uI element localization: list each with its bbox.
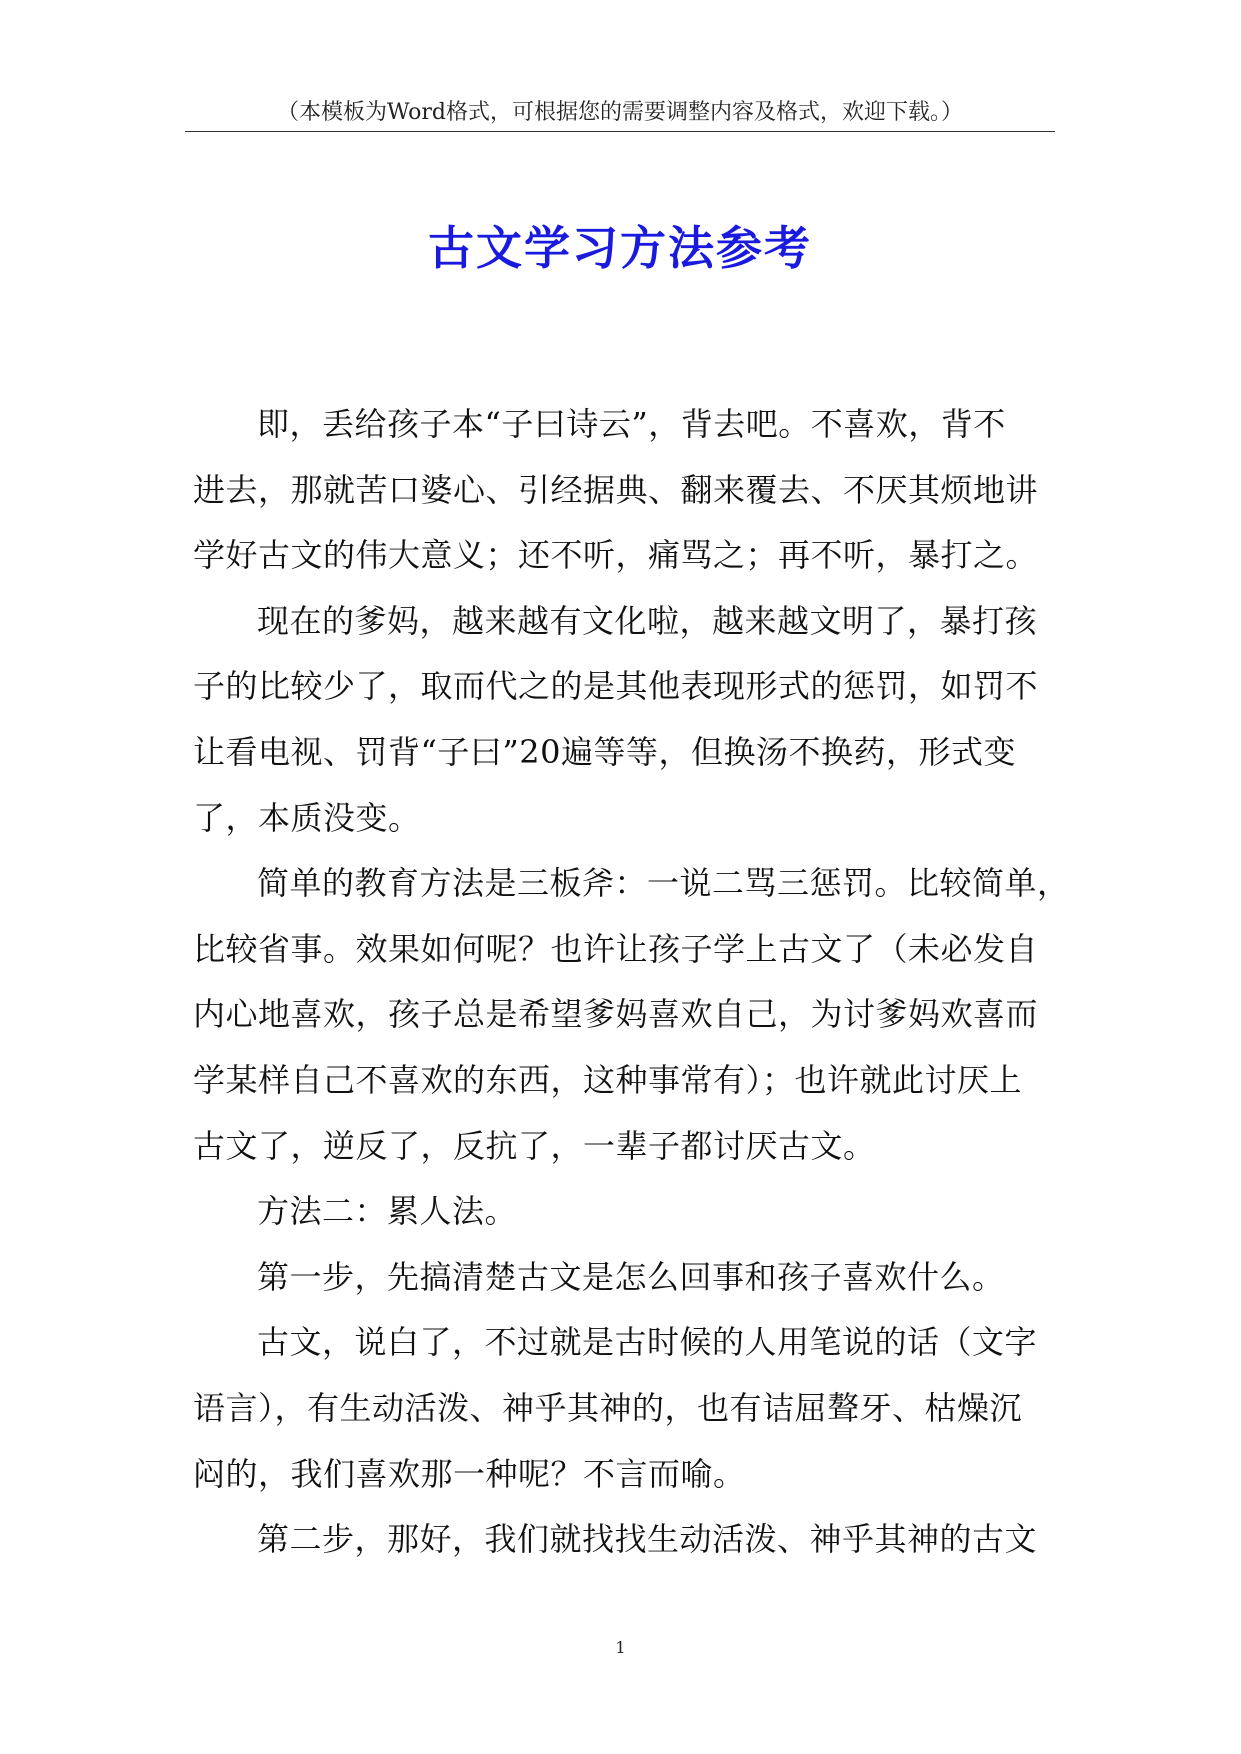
body-line: 让看电视、罚背“子曰”20遍等等，但换汤不换药，形式变 [193,732,1016,771]
body-line: 现在的爹妈，越来越有文化啦，越来越文明了，暴打孩 [257,601,1038,640]
body-line: 第二步，那好，我们就找找生动活泼、神乎其神的古文 [257,1520,1038,1559]
header-divider [185,131,1055,132]
body-line: 第一步，先搞清楚古文是怎么回事和孩子喜欢什么。 [257,1257,1005,1296]
document-body [193,392,1070,1573]
header-note: （本模板为Word格式，可根据您的需要调整内容及格式，欢迎下载。） [277,100,963,125]
body-line: 比较省事。效果如何呢？也许让孩子学上古文了（未必发自 [193,929,1039,968]
body-line: 了，本质没变。 [193,798,421,837]
body-line: 学某样自己不喜欢的东西，这种事常有）；也许就此讨厌上 [193,1060,1023,1099]
body-line: 学好古文的伟大意义；还不听，痛骂之；再不听，暴打之。 [193,536,1039,575]
body-line: 古文，说白了，不过就是古时候的人用笔说的话（文字 [257,1323,1038,1362]
body-line: 内心地喜欢，孩子总是希望爹妈喜欢自己，为讨爹妈欢喜而 [193,995,1039,1034]
body-line: 古文了，逆反了，反抗了，一辈子都讨厌古文。 [193,1126,876,1165]
body-line: 闷的，我们喜欢那一种呢？不言而喻。 [193,1454,746,1493]
body-line: 进去，那就苦口婆心、引经据典、翻来覆去、不厌其烦地讲 [193,470,1039,509]
body-line: 语言），有生动活泼、神乎其神的，也有诘屈聱牙、枯燥沉 [193,1388,1023,1427]
body-line: 即，丢给孩子本“子曰诗云”，背去吧。不喜欢，背不 [257,405,1006,443]
document-title: 古文学习方法参考 [428,221,812,275]
page-number: 1 [615,1638,626,1657]
body-line: 简单的教育方法是三板斧：一说二骂三惩罚。比较简单， [257,864,1070,903]
body-line: 子的比较少了，取而代之的是其他表现形式的惩罚，如罚不 [193,667,1039,706]
body-line: 方法二：累人法。 [257,1192,518,1231]
